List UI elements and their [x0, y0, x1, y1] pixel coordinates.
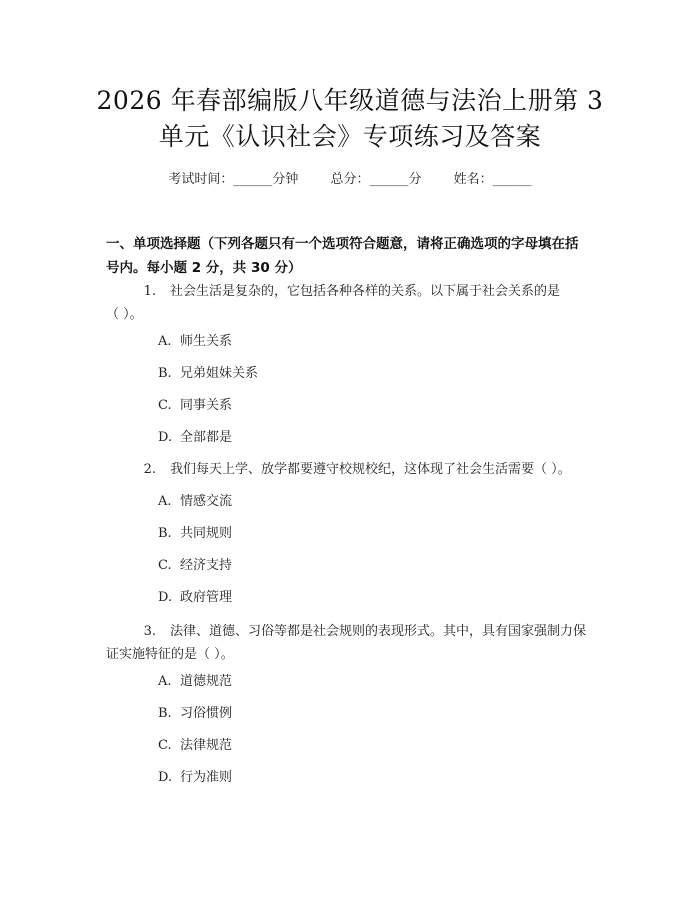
exam-time-field: 考试时间：______分钟	[168, 172, 299, 187]
option-letter: D.	[158, 590, 173, 605]
question-2-line-1	[106, 458, 606, 481]
question-1-text: 社会生活是复杂的，它包括各种各样的关系。以下属于社会关系的是	[170, 284, 561, 299]
document-title-line-1: 2026 年春部编版八年级道德与法治上册第 3	[96, 86, 604, 115]
question-2-option-d	[158, 588, 232, 608]
document-title-line-2: 单元《认识社会》专项练习及答案	[158, 122, 542, 151]
question-2-number: 2.	[143, 462, 156, 477]
section-heading	[106, 232, 596, 280]
option-text: 法律规范	[180, 738, 233, 753]
question-1	[106, 280, 606, 326]
question-3-line-2: 证实施特征的是（ ）。	[106, 647, 234, 662]
option-text: 全部都是	[180, 430, 233, 445]
option-letter: A.	[158, 334, 172, 349]
option-text: 情感交流	[180, 494, 233, 509]
option-letter: A.	[158, 494, 172, 509]
option-text: 兄弟姐妹关系	[180, 366, 259, 381]
option-letter: D.	[158, 430, 173, 445]
question-3-number: 3.	[143, 624, 156, 639]
option-text: 共同规则	[180, 526, 233, 541]
option-letter: D.	[158, 770, 173, 785]
question-3-option-b	[158, 704, 232, 724]
option-text: 经济支持	[180, 558, 233, 573]
option-letter: C.	[158, 738, 172, 753]
question-3-text: 法律、道德、习俗等都是社会规则的表现形式。其中，具有国家强制力保	[170, 624, 587, 639]
question-1-option-d	[158, 428, 232, 448]
exam-name-field: 姓名：______	[453, 172, 532, 187]
option-letter: C.	[158, 558, 172, 573]
question-3-option-a	[158, 672, 232, 692]
question-3-option-d	[158, 768, 232, 788]
exam-score-field: 总分：______分	[330, 172, 422, 187]
section-heading-line-2: 号内。每小题 2 分，共 30 分）	[106, 260, 302, 276]
question-3-option-c	[158, 736, 232, 756]
question-1-line-1	[106, 280, 606, 303]
option-letter: B.	[158, 366, 172, 381]
question-1-number: 1.	[143, 284, 156, 299]
question-3-line-1	[106, 620, 606, 643]
question-2-option-a	[158, 492, 232, 512]
option-letter: C.	[158, 398, 172, 413]
question-1-option-c	[158, 396, 232, 416]
question-2	[106, 458, 606, 481]
question-1-line-2: （ ）。	[106, 307, 143, 322]
question-2-option-c	[158, 556, 232, 576]
option-letter: A.	[158, 674, 172, 689]
question-1-option-a	[158, 332, 232, 352]
option-text: 师生关系	[180, 334, 233, 349]
question-2-option-b	[158, 524, 232, 544]
option-text: 同事关系	[180, 398, 233, 413]
option-text: 政府管理	[180, 590, 233, 605]
section-heading-line-1: 一、单项选择题（下列各题只有一个选项符合题意，请将正确选项的字母填在括	[106, 236, 579, 252]
option-letter: B.	[158, 526, 172, 541]
option-text: 道德规范	[180, 674, 233, 689]
option-letter: B.	[158, 706, 172, 721]
question-2-text: 我们每天上学、放学都要遵守校规校纪，这体现了社会生活需要（ ）。	[170, 462, 571, 477]
option-text: 习俗惯例	[180, 706, 233, 721]
question-3	[106, 620, 606, 666]
question-1-option-b	[158, 364, 258, 384]
option-text: 行为准则	[180, 770, 233, 785]
exam-meta-row	[0, 168, 700, 187]
